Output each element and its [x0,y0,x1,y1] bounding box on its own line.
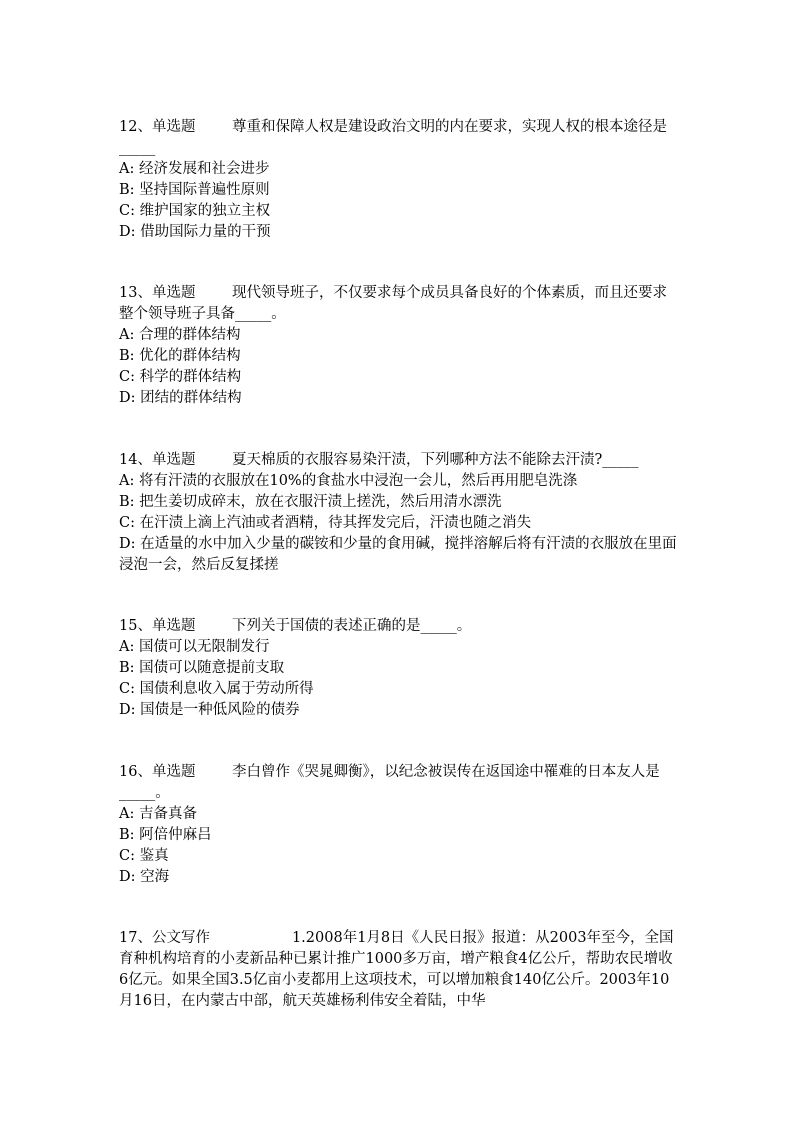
option-d: D: 国债是一种低风险的债券 [119,702,300,718]
question-stem: 1.2008年1月8日《人民日报》报道：从2003年至今，全国育种机构培育的小麦新品种已累计推广1000多万亩，增产粮食4亿公斤，帮助农民增收6亿元。如果全国3.5亿亩小麦都用上这项技术，可以增加粮食140亿公斤。2003年10月16日，在内蒙古中部，航天英雄杨利伟安全着陆，中华 [119,930,674,1009]
option-d: D: 空海 [119,869,170,885]
option-c: C: 在汗渍上滴上汽油或者酒精，待其挥发完后，汗渍也随之消失 [119,515,532,531]
option-a: A: 吉备真备 [119,806,197,822]
option-b: B: 优化的群体结构 [119,348,241,364]
question-14 [119,450,679,576]
option-c: C: 维护国家的独立主权 [119,203,271,219]
option-d: D: 在适量的水中加入少量的碳铵和少量的食用碱，搅拌溶解后将有汗渍的衣服放在里面浸泡一会，然后反复揉搓 [119,536,677,573]
question-type: 单选题 [151,452,196,468]
question-stem: 夏天棉质的衣服容易染汗渍，下列哪种方法不能除去汗渍?_____ [231,452,639,468]
option-a: A: 经济发展和社会进步 [119,161,270,177]
question-type: 公文写作 [151,930,210,946]
question-stem: 现代领导班子，不仅要求每个成员具备良好的个体素质，而且还要求整个领导班子具备_____。 [119,285,667,322]
question-12 [119,117,679,243]
option-b: B: 坚持国际普遍性原则 [119,182,270,198]
question-15 [119,616,679,721]
option-d: D: 团结的群体结构 [119,390,242,406]
question-stem: 下列关于国债的表述正确的是_____。 [231,618,472,634]
option-d: D: 借助国际力量的干预 [119,224,271,240]
question-number: 17、 [119,930,152,946]
option-a: A: 将有汗渍的衣服放在10%的食盐水中浸泡一会儿，然后再用肥皂洗涤 [119,473,578,489]
option-a: A: 国债可以无限制发行 [119,639,270,655]
option-b: B: 阿倍仲麻吕 [119,827,212,843]
question-number: 16、 [119,764,152,780]
option-b: B: 把生姜切成碎末，放在衣服汗渍上搓洗，然后用清水漂洗 [119,494,502,510]
option-b: B: 国债可以随意提前支取 [119,660,285,676]
question-13 [119,283,679,409]
question-number: 15、 [119,618,152,634]
question-stem: 李白曾作《哭晁卿衡》，以纪念被误传在返国途中罹难的日本友人是_____。 [119,764,660,801]
option-c: C: 鉴真 [119,848,169,864]
question-number: 12、 [119,119,152,135]
question-number: 13、 [119,285,152,301]
question-type: 单选题 [151,119,196,135]
question-stem: 尊重和保障人权是建设政治文明的内在要求，实现人权的根本途径是_____ [119,119,667,156]
question-type: 单选题 [151,618,196,634]
option-c: C: 国债利息收入属于劳动所得 [119,681,314,697]
option-c: C: 科学的群体结构 [119,369,242,385]
question-type: 单选题 [151,285,196,301]
option-a: A: 合理的群体结构 [119,327,241,343]
question-16 [119,762,679,888]
question-type: 单选题 [151,764,196,780]
question-number: 14、 [119,452,152,468]
question-17 [119,928,679,1012]
